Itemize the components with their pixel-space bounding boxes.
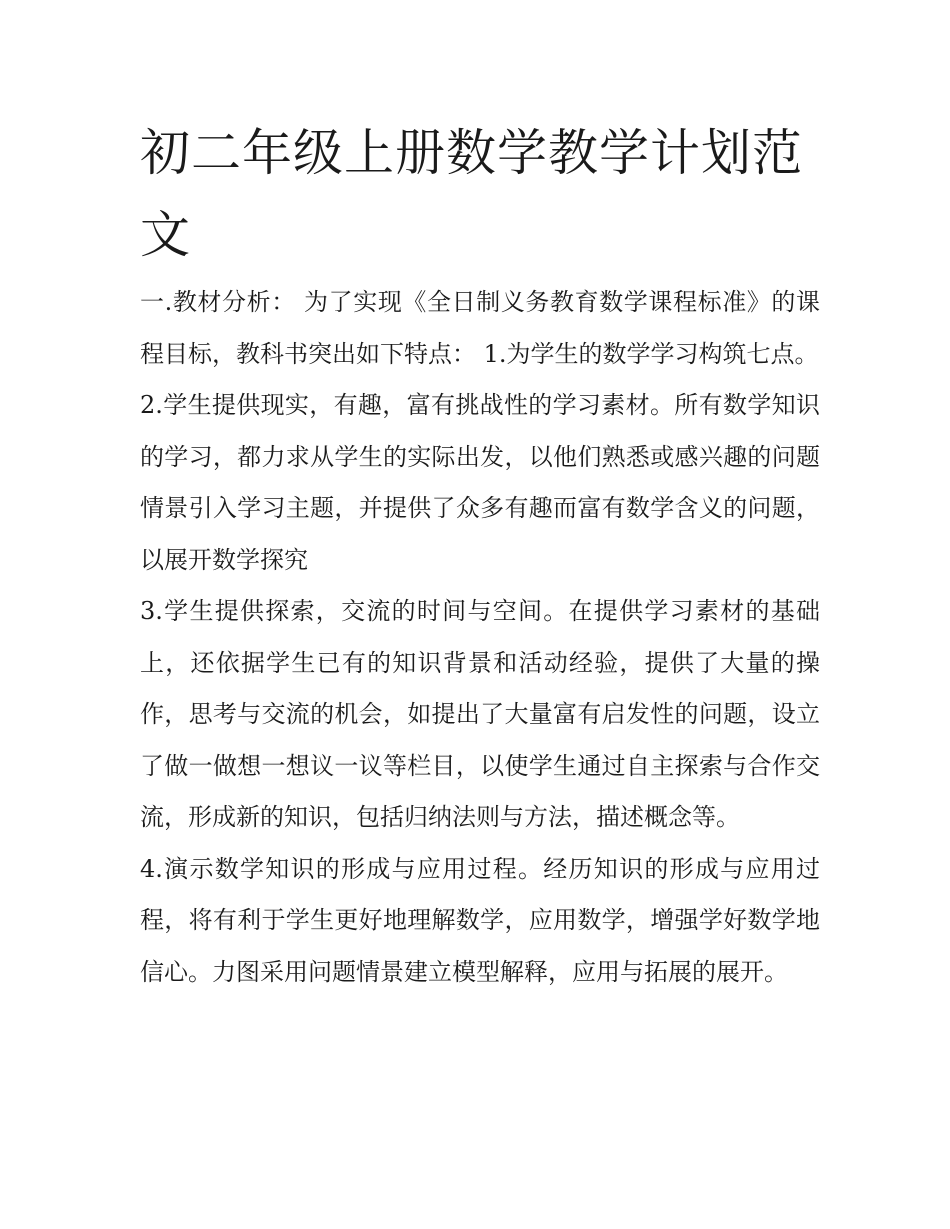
- paragraph-point-3: 3.学生提供探索，交流的时间与空间。在提供学习素材的基础上，还依据学生已有的知识背景和活动经验，提供了大量的操作，思考与交流的机会，如提出了大量富有启发性的问题，设立了做一做想一想议一议等栏目，以使学生通过自主探索与合作交流，形成新的知识，包括归纳法则与方法，描述概念等。: [140, 597, 820, 831]
- paragraph-textbook-analysis: 一.教材分析： 为了实现《全日制义务教育数学课程标准》的课程目标，教科书突出如下特点： 1.为学生的数学学习构筑七点。: [140, 288, 820, 368]
- document-body: [140, 277, 820, 998]
- paragraph-point-4: 4.演示数学知识的形成与应用过程。经历知识的形成与应用过程，将有利于学生更好地理解数学，应用数学，增强学好数学地信心。力图采用问题情景建立模型解释，应用与拓展的展开。: [140, 854, 820, 986]
- document-title: 初二年级上册数学教学计划范文: [140, 124, 803, 264]
- paragraph-point-2: 2.学生提供现实，有趣，富有挑战性的学习素材。所有数学知识的学习，都力求从学生的实际出发，以他们熟悉或感兴趣的问题情景引入学习主题，并提供了众多有趣而富有数学含义的问题，以展开数学探究: [140, 391, 820, 574]
